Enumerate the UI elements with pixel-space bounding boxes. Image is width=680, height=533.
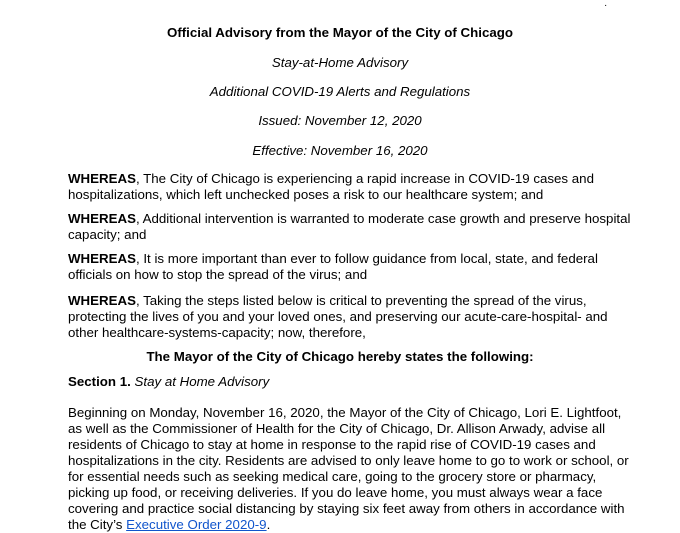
body-line: covering and practice social distancing by staying six feet away from others in accordance with — [68, 501, 625, 516]
whereas-text: , Additional intervention is warranted to moderate case growth and preserve hospital — [135, 211, 631, 226]
whereas-clause-1 — [68, 171, 628, 203]
whereas-text: , Taking the steps listed below is critical to preventing the spread of the virus, — [135, 293, 587, 308]
issued-date: Issued: November 12, 2020 — [258, 113, 422, 128]
whereas-text: protecting the lives of you and your loved ones, and preserving our acute-care-hospital- and — [68, 309, 608, 324]
whereas-text: other healthcare-systems-capacity; now, therefore, — [68, 325, 366, 340]
body-line: picking up food, or receiving deliveries. If you do leave home, you must always wear a face — [68, 485, 603, 500]
section-body-paragraph — [68, 405, 628, 533]
body-line: hospitalizations in the city. Residents are advised to only leave home to go to work or school, or — [68, 453, 629, 468]
mayor-statement-heading: The Mayor of the City of Chicago hereby states the following: — [146, 349, 534, 364]
whereas-keyword: WHEREAS — [68, 293, 136, 308]
advisory-subtitle: Additional COVID-19 Alerts and Regulations — [209, 84, 471, 99]
body-line: for essential needs such as seeking medical care, going to the grocery store or pharmacy, — [68, 469, 597, 484]
whereas-text: , The City of Chicago is experiencing a rapid increase in COVID-19 cases and — [135, 171, 594, 186]
whereas-clause-2 — [68, 211, 631, 243]
whereas-text: , It is more important than ever to follow guidance from local, state, and federal — [135, 251, 598, 266]
whereas-text: capacity; and — [68, 227, 147, 242]
whereas-text: hospitalizations, which left unchecked poses a risk to our healthcare system; and — [68, 187, 544, 202]
whereas-clause-4 — [68, 293, 628, 341]
body-line: Beginning on Monday, November 16, 2020, the Mayor of the City of Chicago, Lori E. Lightfoot, — [68, 405, 622, 420]
whereas-keyword: WHEREAS — [68, 211, 136, 226]
whereas-text: officials on how to stop the spread of the virus; and — [68, 267, 368, 282]
section-label: Section 1. — [68, 374, 131, 389]
body-line: residents of Chicago to stay at home in response to the rapid rise of COVID-19 cases and — [68, 437, 596, 452]
body-line: as well as the Commissioner of Health for the City of Chicago, Dr. Allison Arwady, advise all — [68, 421, 606, 436]
effective-date: Effective: November 16, 2020 — [252, 143, 428, 158]
advisory-name: Stay-at-Home Advisory — [271, 55, 409, 70]
section-heading — [68, 374, 628, 390]
body-suffix: . — [266, 517, 271, 532]
whereas-keyword: WHEREAS — [68, 251, 136, 266]
executive-order-link[interactable]: Executive Order 2020-9 — [126, 517, 267, 532]
document-title: Official Advisory from the Mayor of the City of Chicago — [166, 25, 513, 40]
whereas-keyword: WHEREAS — [68, 171, 136, 186]
corner-mark: · — [604, 0, 608, 11]
body-prefix: the City’s — [68, 517, 127, 532]
whereas-clause-3 — [68, 251, 628, 283]
section-title: Stay at Home Advisory — [134, 374, 270, 389]
